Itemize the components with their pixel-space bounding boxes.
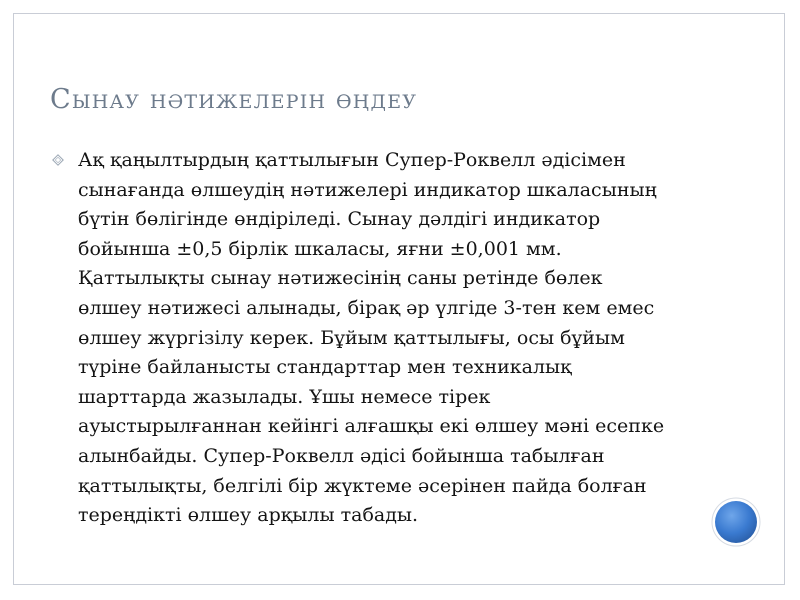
body-line: ауыстырылғаннан кейінгі алғашқы екі өлшеу мәні есепке xyxy=(78,415,665,438)
body-line: түріне байланысты стандарттар мен техникалық xyxy=(78,356,572,379)
body-line: тереңдікті өлшеу арқылы табады. xyxy=(78,504,419,527)
body-line: Ақ қаңылтырдың қаттылығын Супер-Роквелл әдісімен xyxy=(78,149,626,171)
body-line: бүтін бөлігінде өндіріледі. Сынау дәлдігі индикатор xyxy=(78,208,601,231)
body-line: өлшеу нәтижесі алынады, бірақ әр үлгіде 3-тен кем емес xyxy=(78,296,655,319)
slide-body-paragraph xyxy=(78,146,703,531)
blue-circle-decoration xyxy=(711,497,761,547)
slide-title: Сынау нәтижелерін өңдеу xyxy=(50,84,418,115)
body-line: Қаттылықты сынау нәтижесінің саны ретінде бөлек xyxy=(78,267,603,290)
body-line: бойынша ±0,5 бірлік шкаласы, яғни ±0,001 мм. xyxy=(78,237,562,260)
body-line: сынағанда өлшеудің нәтижелері индикатор шкаласының xyxy=(78,178,657,201)
body-line: өлшеу жүргізілу керек. Бұйым қаттылығы, осы бұйым xyxy=(78,326,625,349)
body-line: қаттылықты, белгілі бір жүктеме әсерінен пайда болған xyxy=(78,474,647,497)
body-line: шарттарда жазылады. Ұшы немесе тірек xyxy=(78,385,491,408)
hollow-diamond-bullet-icon xyxy=(52,154,64,166)
body-line: алынбайды. Супер-Роквелл әдісі бойынша табылған xyxy=(78,444,605,467)
